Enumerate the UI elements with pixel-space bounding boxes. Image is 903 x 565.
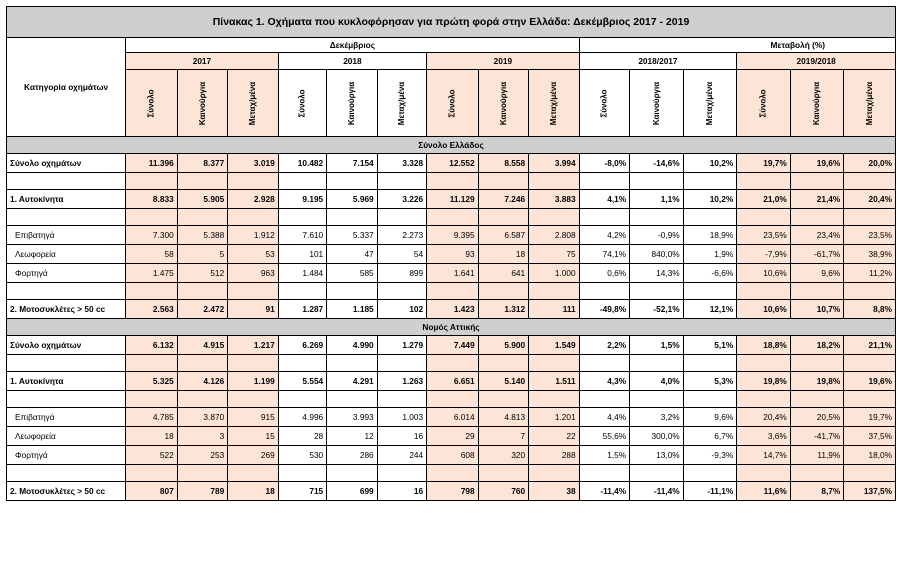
- table-cell: 18,8%: [737, 336, 791, 355]
- table-cell: 5.325: [126, 372, 178, 391]
- table-cell: 3,2%: [630, 408, 684, 427]
- table-cell: 1.312: [478, 300, 529, 319]
- table-cell: 1.641: [427, 264, 479, 283]
- table-cell: 2.928: [228, 190, 279, 209]
- table-cell: 14,7%: [737, 446, 791, 465]
- table-cell: 2,2%: [579, 336, 630, 355]
- table-cell: 798: [427, 482, 479, 501]
- december-header: Δεκέμβριος: [126, 38, 579, 53]
- table-cell: 585: [327, 264, 378, 283]
- table-cell: 101: [278, 245, 326, 264]
- table-row-passenger: [7, 226, 896, 245]
- table-cell: 23,5%: [737, 226, 791, 245]
- table-cell: 6.132: [126, 336, 178, 355]
- table-cell: 12,1%: [683, 300, 737, 319]
- table-cell: 1.003: [377, 408, 426, 427]
- table-cell: 18,9%: [683, 226, 737, 245]
- category-header: Κατηγορία οχημάτων: [7, 38, 126, 137]
- table-cell: 19,8%: [790, 372, 844, 391]
- table-cell: 4,2%: [579, 226, 630, 245]
- table-cell: -49,8%: [579, 300, 630, 319]
- table-cell: 19,8%: [737, 372, 791, 391]
- table-cell: -7,9%: [737, 245, 791, 264]
- table-cell: 6.269: [278, 336, 326, 355]
- change-header: Μεταβολή (%): [579, 38, 895, 53]
- subcol-header-label: Καινούργια: [347, 81, 357, 126]
- table-cell: 20,4%: [844, 190, 896, 209]
- table-cell: 38,9%: [844, 245, 896, 264]
- subcol-header-label: Μεταχ/μένα: [248, 81, 258, 126]
- subcol-header-used: [377, 70, 426, 137]
- table-cell: 55,6%: [579, 427, 630, 446]
- table-cell: 4.785: [126, 408, 178, 427]
- table-cell: 5.388: [177, 226, 228, 245]
- table-cell: -6,6%: [683, 264, 737, 283]
- table-cell: 1.549: [529, 336, 580, 355]
- table-cell: 5,1%: [683, 336, 737, 355]
- table-cell: 512: [177, 264, 228, 283]
- table-cell: 38: [529, 482, 580, 501]
- subcol-header-label: Μεταχ/μένα: [705, 81, 715, 126]
- table-cell: 1.912: [228, 226, 279, 245]
- table-cell: 8,7%: [790, 482, 844, 501]
- table-cell: 0,6%: [579, 264, 630, 283]
- table-cell: 54: [377, 245, 426, 264]
- table-cell: 4.126: [177, 372, 228, 391]
- table-row-passenger: [7, 408, 896, 427]
- table-cell: 2.273: [377, 226, 426, 245]
- table-cell: 137,5%: [844, 482, 896, 501]
- table-cell: 4.813: [478, 408, 529, 427]
- table-cell: 16: [377, 427, 426, 446]
- subcol-header-used: [683, 70, 737, 137]
- table-row-total-vehicles: [7, 154, 896, 173]
- table-cell: 2.563: [126, 300, 178, 319]
- table-cell: 11,9%: [790, 446, 844, 465]
- table-cell: 3.226: [377, 190, 426, 209]
- table-cell: 1,1%: [630, 190, 684, 209]
- table-cell: 4,1%: [579, 190, 630, 209]
- table-cell: 9.395: [427, 226, 479, 245]
- table-cell: 899: [377, 264, 426, 283]
- table-cell: 8.558: [478, 154, 529, 173]
- section-header: Σύνολο Ελλάδος: [7, 137, 896, 154]
- table-cell: 18: [228, 482, 279, 501]
- table-cell: 286: [327, 446, 378, 465]
- subcol-header-new: [790, 70, 844, 137]
- table-title: Πίνακας 1. Οχήματα που κυκλοφόρησαν για πρώτη φορά στην Ελλάδα: Δεκέμβριος 2017 - 2019: [7, 7, 896, 38]
- subcol-header-label: Σύνολο: [599, 89, 609, 118]
- table-cell: 840,0%: [630, 245, 684, 264]
- table-cell: 5.905: [177, 190, 228, 209]
- subcol-header-total: [579, 70, 630, 137]
- table-cell: -11,4%: [579, 482, 630, 501]
- table-row-buses: [7, 245, 896, 264]
- table-row-cars: [7, 372, 896, 391]
- spacer-row: [7, 173, 896, 190]
- table-cell: 4.291: [327, 372, 378, 391]
- table-cell: 10,7%: [790, 300, 844, 319]
- table-cell: 10.482: [278, 154, 326, 173]
- subcol-header-label: Καινούργια: [197, 81, 207, 126]
- table-cell: 1.199: [228, 372, 279, 391]
- table-cell: 1.217: [228, 336, 279, 355]
- spacer-row: [7, 283, 896, 300]
- row-label: 2. Μοτοσυκλέτες > 50 cc: [7, 300, 126, 319]
- table-cell: 4.990: [327, 336, 378, 355]
- table-cell: 3,6%: [737, 427, 791, 446]
- table-cell: 253: [177, 446, 228, 465]
- subcol-header-used: [228, 70, 279, 137]
- table-cell: 3.328: [377, 154, 426, 173]
- change-header-2018-2017: 2018/2017: [579, 53, 737, 70]
- subcol-header-label: Καινούργια: [812, 81, 822, 126]
- table-cell: 14,3%: [630, 264, 684, 283]
- table-cell: -52,1%: [630, 300, 684, 319]
- table-cell: 19,7%: [737, 154, 791, 173]
- subcol-header-new: [630, 70, 684, 137]
- table-cell: 10,6%: [737, 300, 791, 319]
- table-cell: 789: [177, 482, 228, 501]
- table-cell: 19,6%: [844, 372, 896, 391]
- table-cell: 6.587: [478, 226, 529, 245]
- row-label: Σύνολο οχημάτων: [7, 336, 126, 355]
- table-cell: 8.833: [126, 190, 178, 209]
- table-row-cars: [7, 190, 896, 209]
- table-row-trucks: [7, 446, 896, 465]
- table-cell: 20,4%: [737, 408, 791, 427]
- table-cell: -14,6%: [630, 154, 684, 173]
- row-label: 1. Αυτοκίνητα: [7, 372, 126, 391]
- table-cell: 5.140: [478, 372, 529, 391]
- table-cell: 641: [478, 264, 529, 283]
- table-cell: 111: [529, 300, 580, 319]
- year-header-2018: 2018: [278, 53, 426, 70]
- table-cell: 23,4%: [790, 226, 844, 245]
- table-cell: 75: [529, 245, 580, 264]
- subcol-header-label: Σύνολο: [758, 89, 768, 118]
- table-cell: 8.377: [177, 154, 228, 173]
- table-cell: 5.554: [278, 372, 326, 391]
- table-cell: -61,7%: [790, 245, 844, 264]
- table-cell: 23,5%: [844, 226, 896, 245]
- table-cell: 4,3%: [579, 372, 630, 391]
- table-cell: 47: [327, 245, 378, 264]
- table-cell: 22: [529, 427, 580, 446]
- table-cell: 760: [478, 482, 529, 501]
- table-cell: 3.883: [529, 190, 580, 209]
- row-label: Φορτηγά: [7, 446, 126, 465]
- subcol-header-label: Μεταχ/μένα: [397, 81, 407, 126]
- table-cell: 963: [228, 264, 279, 283]
- table-cell: 91: [228, 300, 279, 319]
- table-cell: 18,0%: [844, 446, 896, 465]
- spacer-row: [7, 209, 896, 226]
- table-cell: 28: [278, 427, 326, 446]
- table-cell: 11,2%: [844, 264, 896, 283]
- table-cell: 93: [427, 245, 479, 264]
- table-row-buses: [7, 427, 896, 446]
- table-cell: 1.263: [377, 372, 426, 391]
- table-cell: 5.900: [478, 336, 529, 355]
- table-cell: 1.287: [278, 300, 326, 319]
- table-cell: 3.870: [177, 408, 228, 427]
- table-cell: 3.019: [228, 154, 279, 173]
- table-cell: 608: [427, 446, 479, 465]
- table-cell: 18: [126, 427, 178, 446]
- table-cell: 74,1%: [579, 245, 630, 264]
- table-cell: 7.246: [478, 190, 529, 209]
- table-cell: 320: [478, 446, 529, 465]
- table-cell: 9.195: [278, 190, 326, 209]
- table-cell: 1.475: [126, 264, 178, 283]
- table-cell: 3: [177, 427, 228, 446]
- table-cell: 1,5%: [579, 446, 630, 465]
- table-cell: 19,7%: [844, 408, 896, 427]
- table-cell: 807: [126, 482, 178, 501]
- table-cell: 10,2%: [683, 154, 737, 173]
- table-cell: 18: [478, 245, 529, 264]
- table-cell: 288: [529, 446, 580, 465]
- table-cell: -41,7%: [790, 427, 844, 446]
- table-cell: 244: [377, 446, 426, 465]
- table-cell: 18,2%: [790, 336, 844, 355]
- section-header: Νομός Αττικής: [7, 319, 896, 336]
- table-cell: 8,8%: [844, 300, 896, 319]
- row-label: Σύνολο οχημάτων: [7, 154, 126, 173]
- table-cell: 1.484: [278, 264, 326, 283]
- subcol-header-label: Μεταχ/μένα: [549, 81, 559, 126]
- table-cell: 7.449: [427, 336, 479, 355]
- table-cell: 715: [278, 482, 326, 501]
- row-label: Επιβατηγά: [7, 226, 126, 245]
- table-cell: 4,0%: [630, 372, 684, 391]
- table-cell: 4.996: [278, 408, 326, 427]
- table-cell: 7.154: [327, 154, 378, 173]
- table-cell: 2.808: [529, 226, 580, 245]
- row-label: Επιβατηγά: [7, 408, 126, 427]
- table-cell: 11.396: [126, 154, 178, 173]
- table-cell: 6.014: [427, 408, 479, 427]
- row-label: 2. Μοτοσυκλέτες > 50 cc: [7, 482, 126, 501]
- spacer-row: [7, 391, 896, 408]
- table-cell: 102: [377, 300, 426, 319]
- table-cell: -0,9%: [630, 226, 684, 245]
- subcol-header-label: Σύνολο: [146, 89, 156, 118]
- table-cell: 9,6%: [683, 408, 737, 427]
- table-cell: 1.185: [327, 300, 378, 319]
- spacer-row: [7, 355, 896, 372]
- year-header-2019: 2019: [427, 53, 580, 70]
- subcol-header-total: [737, 70, 791, 137]
- table-cell: 4,4%: [579, 408, 630, 427]
- table-cell: 3.994: [529, 154, 580, 173]
- table-cell: 21,1%: [844, 336, 896, 355]
- table-cell: 269: [228, 446, 279, 465]
- table-row-motorcycles: [7, 482, 896, 501]
- table-cell: 6,7%: [683, 427, 737, 446]
- table-cell: 1.279: [377, 336, 426, 355]
- table-cell: 10,6%: [737, 264, 791, 283]
- subcol-header-label: Καινούργια: [651, 81, 661, 126]
- table-cell: 11,6%: [737, 482, 791, 501]
- table-cell: 5,3%: [683, 372, 737, 391]
- subcol-header-total: [427, 70, 479, 137]
- subcol-header-new: [327, 70, 378, 137]
- subcol-header-label: Καινούργια: [498, 81, 508, 126]
- subcol-header-total: [278, 70, 326, 137]
- table-cell: 20,5%: [790, 408, 844, 427]
- table-row-total-vehicles: [7, 336, 896, 355]
- table-cell: 21,4%: [790, 190, 844, 209]
- table-cell: 13,0%: [630, 446, 684, 465]
- row-label: Λεωφορεία: [7, 427, 126, 446]
- table-cell: 1,5%: [630, 336, 684, 355]
- subcol-header-label: Σύνολο: [297, 89, 307, 118]
- table-cell: 6.651: [427, 372, 479, 391]
- table-cell: 1.201: [529, 408, 580, 427]
- table-cell: -8,0%: [579, 154, 630, 173]
- subcol-header-used: [529, 70, 580, 137]
- year-header-2017: 2017: [126, 53, 279, 70]
- table-cell: 3.993: [327, 408, 378, 427]
- stats-table: [6, 6, 896, 501]
- table-cell: 300,0%: [630, 427, 684, 446]
- table-cell: 29: [427, 427, 479, 446]
- subcol-header-used: [844, 70, 896, 137]
- table-cell: 1.423: [427, 300, 479, 319]
- table-cell: 5.337: [327, 226, 378, 245]
- table-cell: 16: [377, 482, 426, 501]
- table-cell: 12: [327, 427, 378, 446]
- table-cell: 1,9%: [683, 245, 737, 264]
- table-cell: 53: [228, 245, 279, 264]
- table-cell: 15: [228, 427, 279, 446]
- table-cell: 7.610: [278, 226, 326, 245]
- table-cell: 530: [278, 446, 326, 465]
- table-cell: -11,4%: [630, 482, 684, 501]
- table-cell: 2.472: [177, 300, 228, 319]
- table-row-trucks: [7, 264, 896, 283]
- table-cell: -9,3%: [683, 446, 737, 465]
- row-label: Φορτηγά: [7, 264, 126, 283]
- subcol-header-label: Μεταχ/μένα: [865, 81, 875, 126]
- table-cell: 37,5%: [844, 427, 896, 446]
- subcol-header-total: [126, 70, 178, 137]
- change-header-2019-2018: 2019/2018: [737, 53, 896, 70]
- table-cell: 522: [126, 446, 178, 465]
- row-label: Λεωφορεία: [7, 245, 126, 264]
- table-row-motorcycles: [7, 300, 896, 319]
- table-cell: 20,0%: [844, 154, 896, 173]
- table-cell: 19,6%: [790, 154, 844, 173]
- table-cell: 915: [228, 408, 279, 427]
- table-cell: 5.969: [327, 190, 378, 209]
- table-cell: 1.000: [529, 264, 580, 283]
- table-cell: 5: [177, 245, 228, 264]
- spacer-row: [7, 465, 896, 482]
- table-cell: 9,6%: [790, 264, 844, 283]
- table-cell: 10,2%: [683, 190, 737, 209]
- table-cell: 7.300: [126, 226, 178, 245]
- subcol-header-new: [478, 70, 529, 137]
- table-cell: 58: [126, 245, 178, 264]
- subcol-header-label: Σύνολο: [447, 89, 457, 118]
- table-cell: 12.552: [427, 154, 479, 173]
- row-label: 1. Αυτοκίνητα: [7, 190, 126, 209]
- table-cell: -11,1%: [683, 482, 737, 501]
- table-cell: 7: [478, 427, 529, 446]
- table-cell: 11.129: [427, 190, 479, 209]
- table-cell: 4.915: [177, 336, 228, 355]
- table-cell: 1.511: [529, 372, 580, 391]
- subcol-header-new: [177, 70, 228, 137]
- table-cell: 21,0%: [737, 190, 791, 209]
- table-cell: 699: [327, 482, 378, 501]
